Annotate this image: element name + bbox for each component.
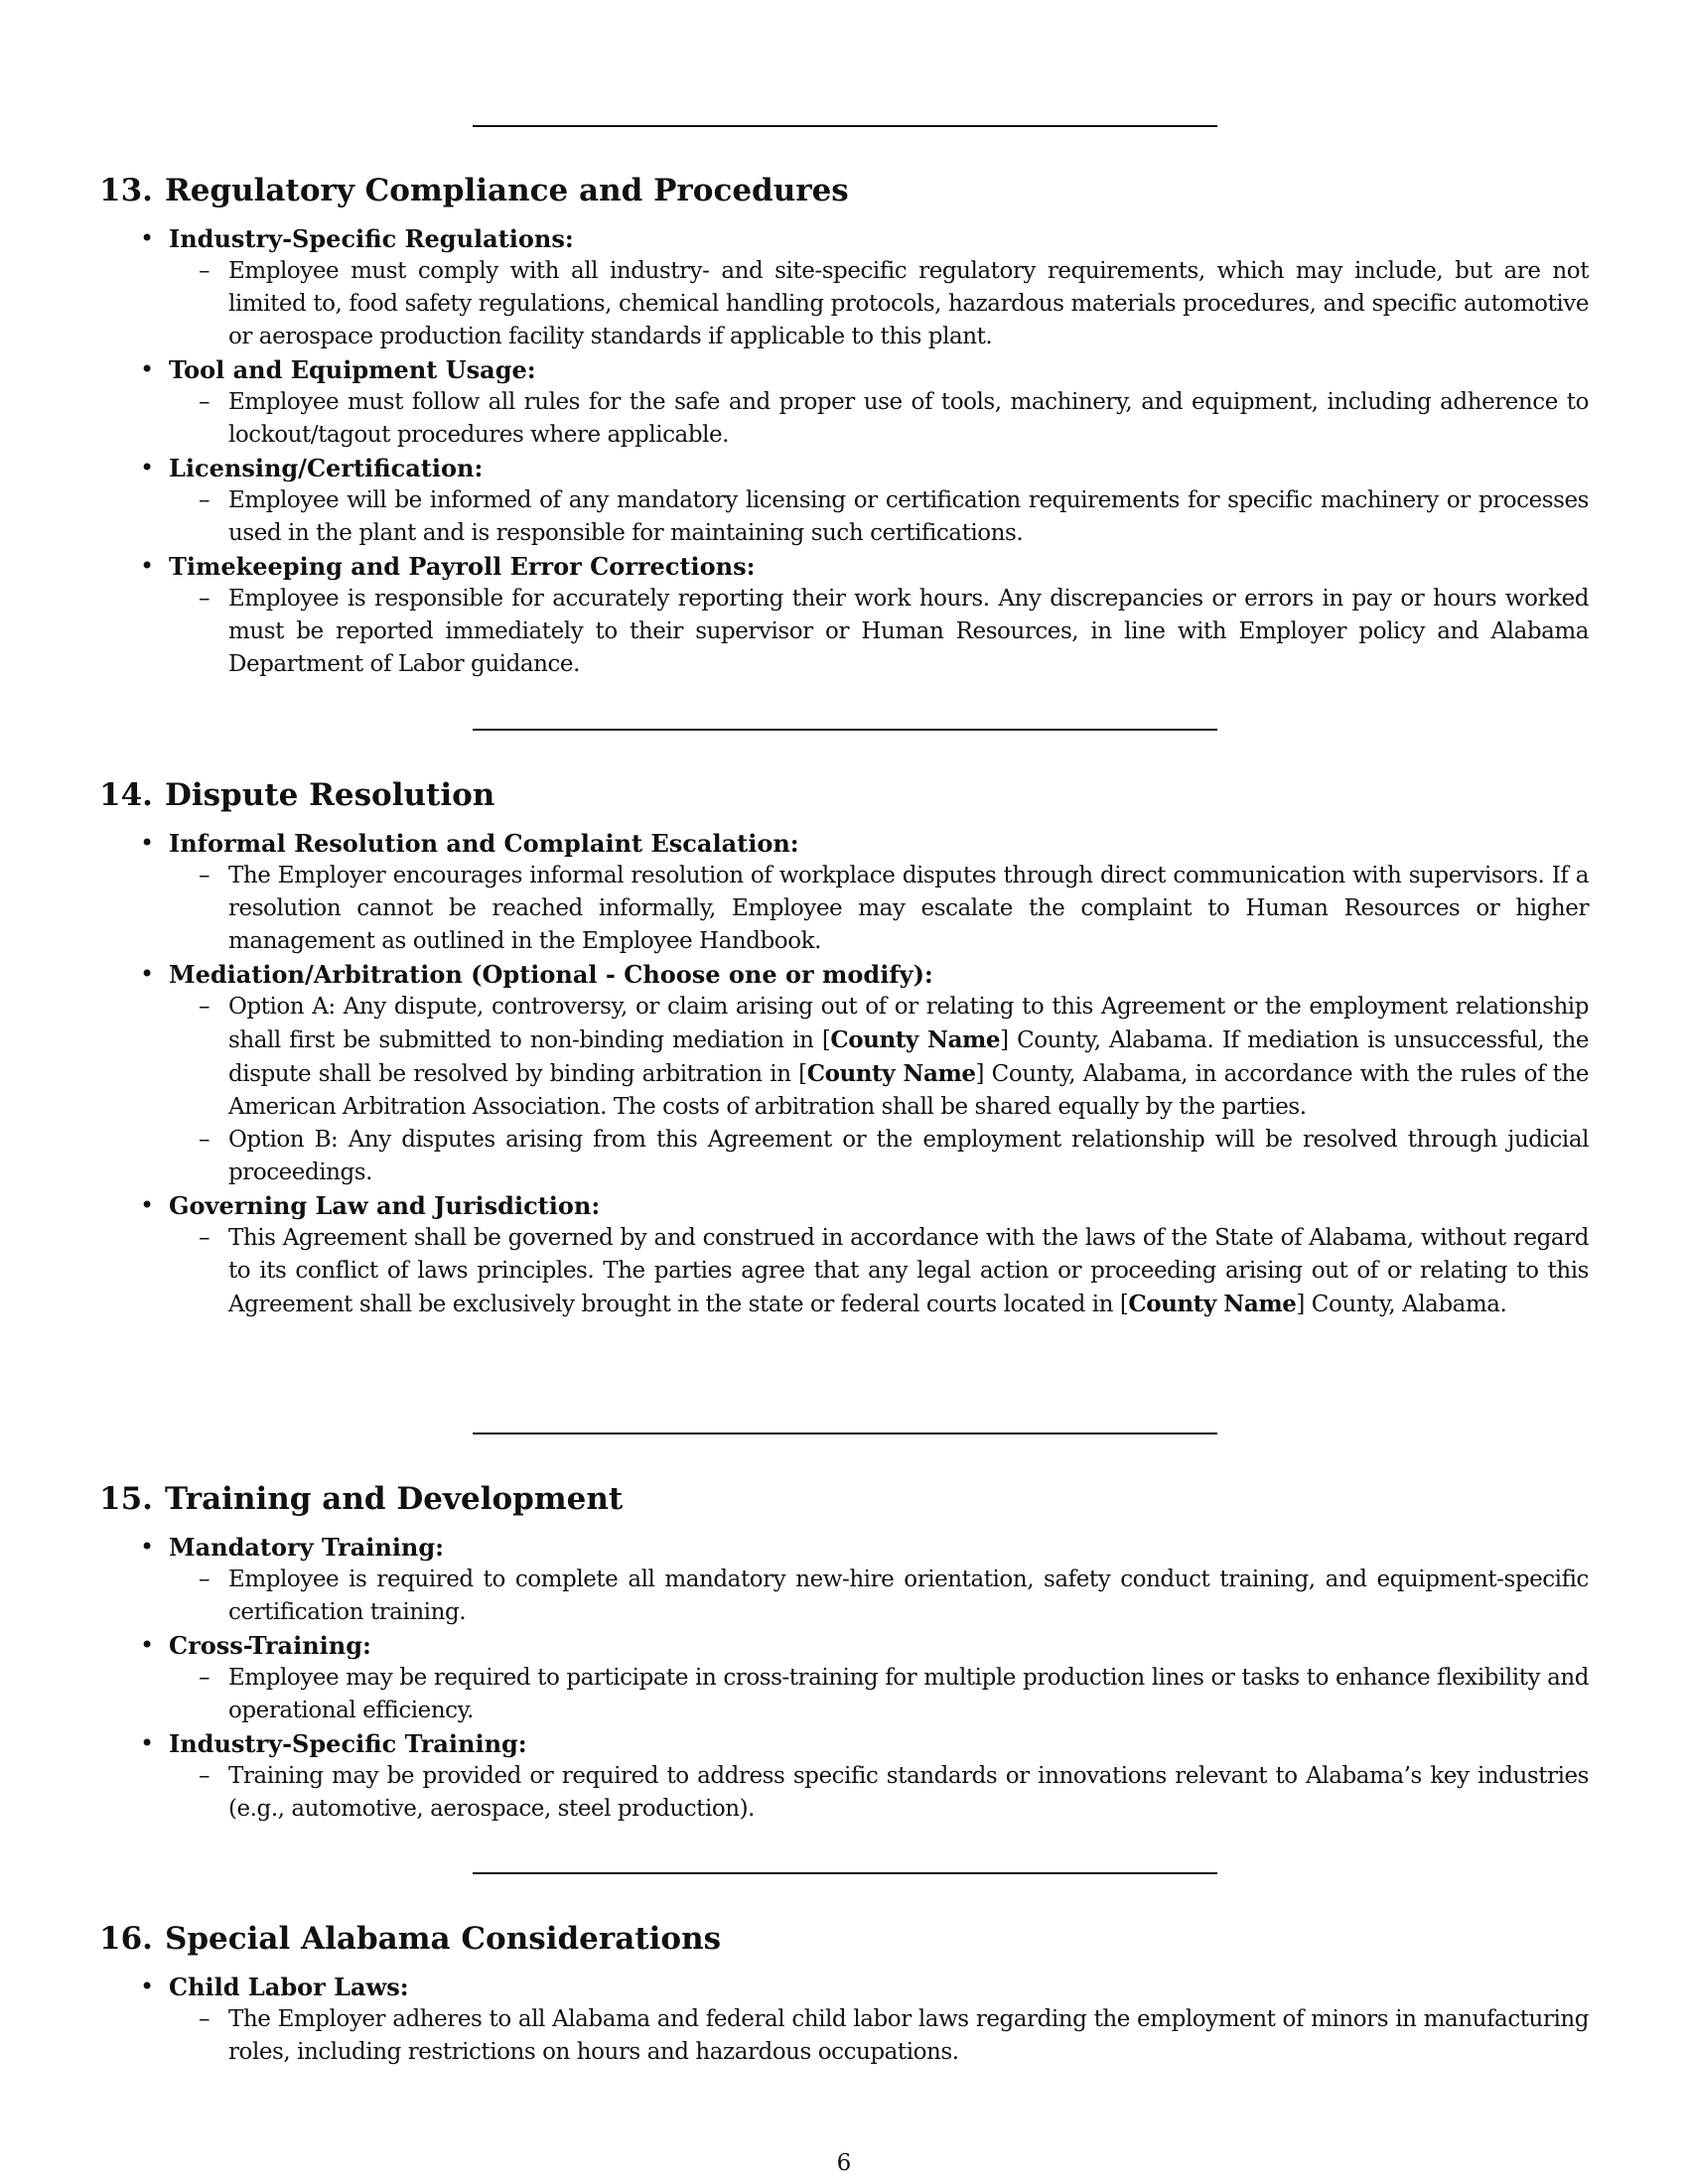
section-number: 14. xyxy=(99,777,153,813)
section-16 xyxy=(99,1919,1589,2069)
section-divider xyxy=(473,125,1217,127)
item-list xyxy=(99,1531,1589,1826)
section-divider xyxy=(473,1433,1217,1434)
item-label: Informal Resolution and Complaint Escalation: xyxy=(169,829,799,858)
sub-item-text: Employee is required to complete all mandatory new-hire orientation, safety conduct training, and equipment-specific certification training. xyxy=(228,1567,1589,1625)
dash-icon: – xyxy=(199,487,211,513)
section-heading: Special Alabama Considerations xyxy=(164,1921,722,1957)
sub-item xyxy=(199,484,1589,550)
dash-icon: – xyxy=(199,2006,211,2032)
dash-icon: – xyxy=(199,1225,211,1251)
item-list xyxy=(99,222,1589,681)
section-heading: Regulatory Compliance and Procedures xyxy=(164,173,849,208)
sub-item xyxy=(199,1222,1589,1321)
bullet-icon: • xyxy=(140,1631,155,1659)
placeholder-text: County Name xyxy=(830,1026,1001,1053)
bullet-icon: • xyxy=(140,829,155,857)
dash-icon: – xyxy=(199,994,211,1020)
sub-item-text: Employee must follow all rules for the safe and proper use of tools, machinery, and equipment, including adherence to lockout/tagout procedures where applicable. xyxy=(228,389,1589,448)
sub-item xyxy=(199,1564,1589,1629)
dash-icon: – xyxy=(199,586,211,612)
sub-list xyxy=(99,1222,1589,1321)
item-label: Cross-Training: xyxy=(169,1631,371,1660)
bullet-icon: • xyxy=(140,1973,155,2000)
list-item xyxy=(99,1189,1589,1321)
bullet-icon: • xyxy=(140,1533,155,1561)
section-number: 16. xyxy=(99,1921,153,1957)
item-label: Industry-Specific Training: xyxy=(169,1729,527,1758)
list-item xyxy=(99,353,1589,452)
list-item xyxy=(99,1531,1589,1629)
sub-item xyxy=(199,386,1589,452)
sub-item xyxy=(199,1662,1589,1727)
sub-item-text: The Employer adheres to all Alabama and federal child labor laws regarding the employment of minors in manufacturing roles, including restrictions on hours and hazardous occupations. xyxy=(228,2006,1589,2065)
section-heading: Dispute Resolution xyxy=(164,777,495,813)
item-label: Child Labor Laws: xyxy=(169,1973,409,2001)
sub-list xyxy=(99,1760,1589,1826)
section-heading: Training and Development xyxy=(164,1481,624,1517)
sub-item xyxy=(199,2003,1589,2069)
dash-icon: – xyxy=(199,863,211,888)
sub-list xyxy=(99,386,1589,452)
list-item xyxy=(99,1629,1589,1727)
item-label: Tool and Equipment Usage: xyxy=(169,355,536,384)
list-item xyxy=(99,452,1589,550)
section-divider xyxy=(473,1872,1217,1874)
sub-list xyxy=(99,1662,1589,1727)
dash-icon: – xyxy=(199,1567,211,1592)
sub-list xyxy=(99,2003,1589,2069)
bullet-icon: • xyxy=(140,960,155,988)
bullet-icon: • xyxy=(140,355,155,383)
sub-item xyxy=(199,1124,1589,1189)
sub-item-text: Employee must comply with all industry- and site-specific regulatory requirements, which may include, but are not limited to, food safety regulations, chemical handling protocols, hazardous materials procedures, and specific automotive or aerospace production facility standards if applicable to this plant. xyxy=(228,258,1589,349)
item-label: Timekeeping and Payroll Error Corrections: xyxy=(169,552,756,581)
sub-item-text: This Agreement shall be governed by and construed in accordance with the laws of the State of Alabama, without regard to its conflict of laws principles. The parties agree that any legal action or proceeding arising out of or relating to this Agreement shall be exclusively brought in the state or federal courts located in [County Name] County, Alabama. xyxy=(228,1225,1589,1317)
item-label: Governing Law and Jurisdiction: xyxy=(169,1191,601,1220)
sub-item-text: Employee may be required to participate in cross-training for multiple production lines or tasks to enhance flexibility and operational efficiency. xyxy=(228,1665,1589,1723)
bullet-icon: • xyxy=(140,454,155,481)
sub-item xyxy=(199,991,1589,1124)
item-list xyxy=(99,827,1589,1321)
placeholder-text: County Name xyxy=(1128,1291,1297,1317)
list-item xyxy=(99,1727,1589,1826)
dash-icon: – xyxy=(199,1665,211,1691)
placeholder-text: County Name xyxy=(806,1060,976,1087)
sub-item xyxy=(199,583,1589,681)
item-list xyxy=(99,1971,1589,2069)
item-label: Licensing/Certification: xyxy=(169,454,484,482)
dash-icon: – xyxy=(199,1763,211,1789)
section-number: 15. xyxy=(99,1481,153,1517)
sub-item-text: Employee will be informed of any mandatory licensing or certification requirements for specific machinery or processes used in the plant and is responsible for maintaining such certifications. xyxy=(228,487,1589,546)
sub-item xyxy=(199,860,1589,958)
sub-item-text: The Employer encourages informal resolution of workplace disputes through direct communication with supervisors. If a resolution cannot be reached informally, Employee may escalate the complaint to Human Resources or higher management as outlined in the Employee Handbook. xyxy=(228,863,1589,954)
list-item xyxy=(99,222,1589,353)
item-label: Mandatory Training: xyxy=(169,1533,445,1562)
sub-list xyxy=(99,991,1589,1189)
dash-icon: – xyxy=(199,1127,211,1153)
list-item xyxy=(99,958,1589,1189)
section-divider xyxy=(473,729,1217,731)
section-title xyxy=(99,1919,1589,1959)
sub-item-text: Option A: Any dispute, controversy, or claim arising out of or relating to this Agreement or the employment relationship shall first be submitted to non-binding mediation in [County Name] County, Alabama. If mediation is unsuccessful, the dispute shall be resolved by binding arbitration in [County Name] County, Alabama, in accordance with the rules of the American Arbitration Association. The costs of arbitration shall be shared equally by the parties. xyxy=(228,994,1589,1120)
sub-item-text: Option B: Any disputes arising from this Agreement or the employment relationship will be resolved through judicial proceedings. xyxy=(228,1127,1589,1185)
dash-icon: – xyxy=(199,389,211,415)
section-title xyxy=(99,171,1589,210)
sub-item xyxy=(199,255,1589,353)
page-number: 6 xyxy=(836,2150,852,2176)
sub-list xyxy=(99,1564,1589,1629)
section-13 xyxy=(99,171,1589,681)
sub-item-text: Training may be provided or required to address specific standards or innovations relevant to Alabama’s key industries (e.g., automotive, aerospace, steel production). xyxy=(228,1763,1589,1822)
section-14 xyxy=(99,775,1589,1321)
sub-item-text: Employee is responsible for accurately reporting their work hours. Any discrepancies or errors in pay or hours worked must be reported immediately to their supervisor or Human Resources, in line with Employer policy and Alabama Department of Labor guidance. xyxy=(228,586,1589,677)
section-title xyxy=(99,1479,1589,1519)
sub-item xyxy=(199,1760,1589,1826)
bullet-icon: • xyxy=(140,224,155,252)
dash-icon: – xyxy=(199,258,211,284)
item-label: Mediation/Arbitration (Optional - Choose one or modify): xyxy=(169,960,933,989)
bullet-icon: • xyxy=(140,1191,155,1219)
item-label: Industry-Specific Regulations: xyxy=(169,224,574,253)
bullet-icon: • xyxy=(140,1729,155,1757)
sub-list xyxy=(99,583,1589,681)
section-title xyxy=(99,775,1589,815)
sub-list xyxy=(99,484,1589,550)
bullet-icon: • xyxy=(140,552,155,580)
list-item xyxy=(99,827,1589,958)
section-15 xyxy=(99,1479,1589,1826)
list-item xyxy=(99,550,1589,681)
list-item xyxy=(99,1971,1589,2069)
section-number: 13. xyxy=(99,173,153,208)
sub-list xyxy=(99,860,1589,958)
sub-list xyxy=(99,255,1589,353)
